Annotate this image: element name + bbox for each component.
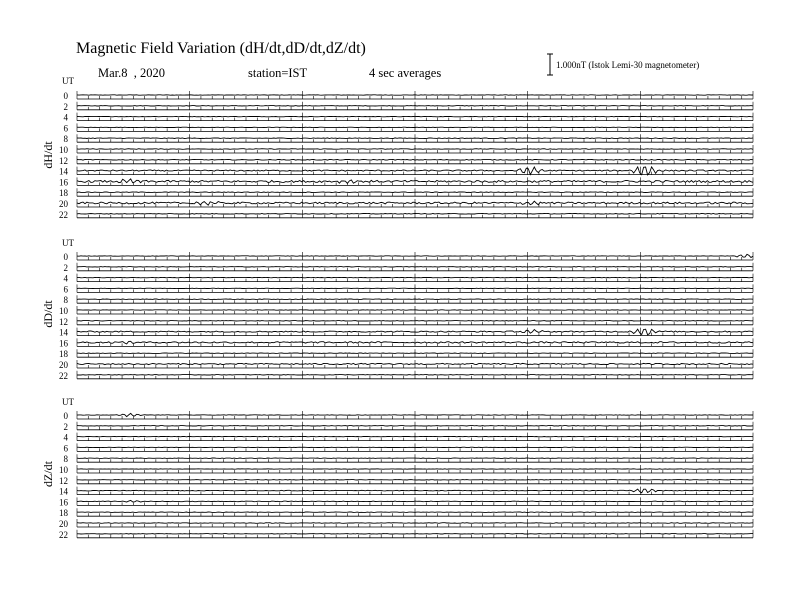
hour-label: 22 [59,209,68,220]
panel-ylabel: dD/dt [41,300,55,328]
hour-label: 16 [59,338,68,349]
ut-label: UT [62,76,74,86]
hour-label: 18 [59,508,68,519]
hour-label: 10 [59,465,68,475]
panel-ylabel: dZ/dt [41,461,55,487]
hour-label: 8 [63,295,68,306]
hour-label: 20 [59,360,68,370]
scale-bar [547,54,699,75]
trace-18h [77,192,753,193]
panel-ylabel: dH/dt [41,141,55,169]
hour-label: 22 [59,370,68,381]
panel-dZ-dt [41,397,753,540]
ut-label: UT [62,397,74,407]
hour-label: 6 [63,123,68,134]
hour-label: 4 [63,112,68,123]
hour-label: 8 [63,454,68,465]
trace-10h [77,149,753,150]
hour-label: 2 [63,421,68,432]
hour-label: 12 [59,475,68,486]
hour-label: 16 [59,497,68,508]
hour-label: 0 [63,91,68,101]
hour-label: 22 [59,529,68,540]
hour-label: 12 [59,155,68,166]
hour-label: 2 [63,101,68,112]
hour-label: 10 [59,145,68,155]
hour-label: 16 [59,177,68,188]
hour-label: 4 [63,432,68,443]
hour-label: 18 [59,188,68,199]
hour-label: 18 [59,349,68,360]
figure-title: Magnetic Field Variation (dH/dt,dD/dt,dZ/dt) [76,40,366,57]
hour-label: 14 [59,166,68,177]
hour-label: 6 [63,443,68,454]
hour-label: 2 [63,262,68,273]
ut-label: UT [62,238,74,248]
date-label: Mar.8 , 2020 [98,66,166,80]
panels [41,76,753,540]
panel-dD-dt [41,238,753,381]
panel-dH-dt [41,76,753,220]
hour-label: 12 [59,316,68,327]
hour-label: 10 [59,306,68,316]
trace-20h [77,523,753,524]
station-label: station=IST [248,66,308,80]
trace-8h [77,138,753,139]
hour-label: 0 [63,411,68,421]
hour-label: 20 [59,519,68,529]
averaging-label: 4 sec averages [369,66,442,80]
hour-label: 14 [59,327,68,338]
hour-label: 4 [63,273,68,284]
hour-label: 20 [59,199,68,209]
hour-label: 0 [63,252,68,262]
scale-bar-label: 1.000nT (Istok Lemi-30 magnetometer) [556,60,700,70]
hour-label: 6 [63,284,68,295]
hour-label: 14 [59,486,68,497]
hour-label: 8 [63,134,68,145]
